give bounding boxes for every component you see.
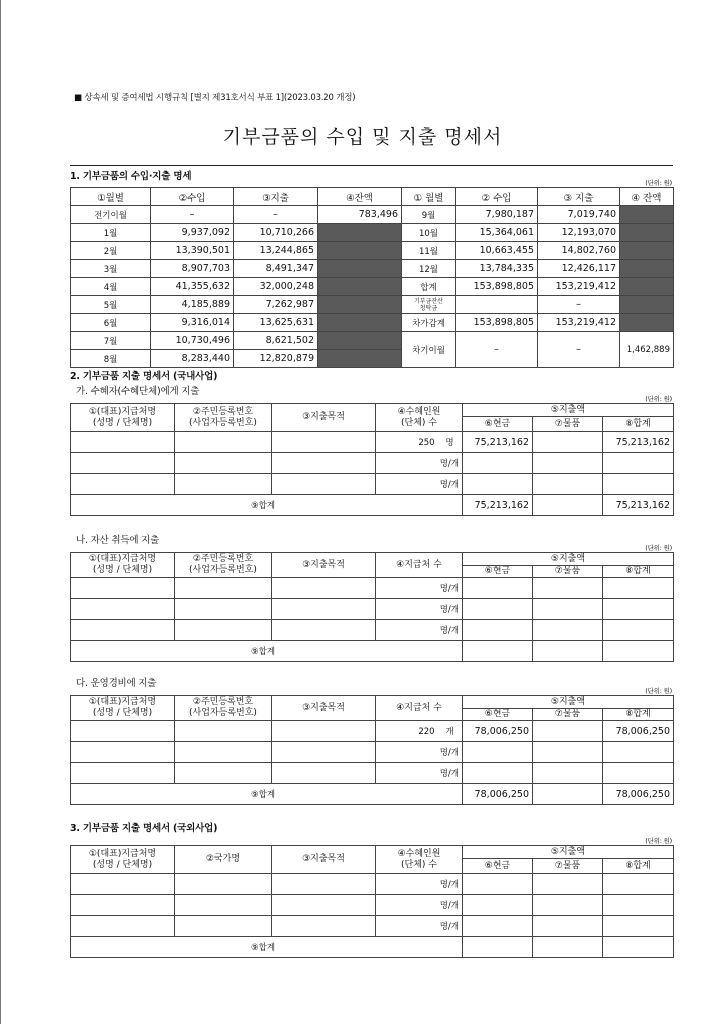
carry-balance: 1,462,889 [620, 332, 674, 368]
payee-header-label: ①(대표)지급처명 [88, 406, 157, 417]
regno-cell [175, 742, 272, 763]
expense-cell: 8,491,347 [234, 260, 318, 278]
cash-cell [463, 578, 533, 599]
income-cell: 4,185,889 [151, 296, 234, 314]
cash-cell: 78,006,250 [463, 721, 533, 742]
total-cell [603, 916, 674, 937]
sum-cash [463, 641, 533, 662]
month-cell: 1월 [71, 224, 151, 242]
shaded-cell [318, 224, 402, 242]
payee-header [71, 696, 175, 721]
purpose-cell [272, 453, 376, 474]
page-edge-line [0, 0, 1, 1024]
total-cell [603, 453, 674, 474]
month-cell: 2월 [71, 242, 151, 260]
count-unit: 명/개 [439, 584, 459, 594]
col-header: ③ 지출 [538, 188, 620, 206]
table-row [71, 620, 674, 641]
regno-header [175, 696, 272, 721]
table-row [71, 453, 674, 474]
regno-header [175, 553, 272, 578]
goods-cell [533, 916, 603, 937]
cash-header: ⑥현금 [463, 566, 533, 578]
payee-header-label: ①(대표)지급처명 [88, 554, 157, 564]
section2a-title: 가. 수혜자(수혜단체)에게 지출 [76, 386, 200, 397]
count-unit: 명/개 [439, 922, 459, 932]
table-header-row [71, 553, 674, 566]
regno-cell [175, 763, 272, 784]
sum-label: ⑨합계 [71, 495, 463, 516]
col-header: ②수입 [151, 188, 234, 206]
sum-row [71, 937, 674, 958]
expense-cell: 12,820,879 [234, 350, 318, 368]
goods-cell [533, 599, 603, 620]
table-row [71, 599, 674, 620]
count-cell [376, 763, 463, 784]
sum-label: ⑨합계 [71, 641, 463, 662]
count-cell [376, 453, 463, 474]
cash-cell [463, 916, 533, 937]
sum-row [71, 784, 674, 805]
purpose-cell [272, 474, 376, 495]
month-cell: 10월 [402, 224, 456, 242]
payee-cell [71, 721, 175, 742]
month-cell: 4월 [71, 278, 151, 296]
shaded-cell [318, 242, 402, 260]
overseas-expense-table [70, 845, 674, 958]
total-cell: 75,213,162 [603, 432, 674, 453]
sum-label: ⑨합계 [71, 937, 463, 958]
income-cell: 13,784,335 [456, 260, 538, 278]
month-cell: 9월 [402, 206, 456, 224]
table-row [71, 916, 674, 937]
section1-heading: 1. 기부금품의 수입·지출 명세 [70, 171, 192, 182]
expense-cell: 13,244,865 [234, 242, 318, 260]
goods-cell [533, 742, 603, 763]
carry-income: – [456, 332, 538, 368]
cash-cell [463, 895, 533, 916]
count-unit: 명/개 [439, 748, 459, 758]
purpose-cell [272, 895, 376, 916]
recipients-header [376, 846, 463, 874]
table-row [71, 224, 674, 242]
cash-cell [463, 742, 533, 763]
payee-cell [71, 453, 175, 474]
total-cell [603, 742, 674, 763]
amount-header: ⑤지출액 [463, 846, 674, 859]
month-cell: 5월 [71, 296, 151, 314]
sum-total: 78,006,250 [603, 784, 674, 805]
unit-note: (단위: 원) [645, 837, 672, 845]
expense-total: 153,219,412 [538, 278, 620, 296]
purpose-cell [272, 578, 376, 599]
country-cell [175, 874, 272, 895]
count-unit: 명/개 [439, 769, 459, 779]
count-cell [376, 916, 463, 937]
purpose-cell [272, 620, 376, 641]
month-cell: 전기이월 [71, 206, 151, 224]
total-header: ⑧합계 [603, 417, 674, 432]
goods-header: ⑦물품 [533, 859, 603, 874]
country-cell [175, 895, 272, 916]
table-row [71, 242, 674, 260]
table-row [71, 260, 674, 278]
regno-cell [175, 432, 272, 453]
count-unit: 명 [445, 438, 454, 448]
shaded-cell [620, 242, 674, 260]
count-cell [376, 599, 463, 620]
regno-cell [175, 474, 272, 495]
goods-header: ⑦물품 [533, 566, 603, 578]
document-title: 기부금품의 수입 및 지출 명세서 [222, 126, 503, 148]
expense-cell: – [538, 296, 620, 314]
col-header: ①월별 [71, 188, 151, 206]
expense-cell: 13,625,631 [234, 314, 318, 332]
count-value: 250 [418, 438, 435, 448]
payee-cell [71, 432, 175, 453]
col-header: ② 수입 [456, 188, 538, 206]
payee-cell [71, 895, 175, 916]
shaded-cell [620, 296, 674, 314]
col-header: ③지출 [234, 188, 318, 206]
table-row [71, 578, 674, 599]
cash-cell [463, 474, 533, 495]
unit-note: (단위: 원) [645, 544, 672, 552]
shaded-cell [318, 260, 402, 278]
count-cell [376, 895, 463, 916]
section-rule [70, 165, 673, 166]
regno-header-sub: (사업자등록번호) [189, 708, 257, 718]
income-expense-table [70, 187, 674, 368]
shaded-cell [318, 296, 402, 314]
income-cell [456, 296, 538, 314]
total-header: ⑧합계 [603, 859, 674, 874]
table-header-row [71, 188, 674, 206]
sum-cash [463, 937, 533, 958]
month-cell: 11월 [402, 242, 456, 260]
section2b-title: 나. 자산 취득에 지출 [76, 535, 160, 546]
shaded-cell [318, 332, 402, 350]
purpose-cell [272, 763, 376, 784]
total-cell [603, 474, 674, 495]
shaded-cell [620, 314, 674, 332]
section2c-title: 다. 운영경비에 지출 [76, 678, 157, 689]
recipients-header-label: ④수혜인원 [397, 848, 441, 859]
purpose-header: ③지출목적 [272, 553, 376, 578]
total-header: ⑧합계 [603, 566, 674, 578]
expense-cell: 7,262,987 [234, 296, 318, 314]
count-cell [376, 474, 463, 495]
table-row [71, 895, 674, 916]
unit-note: (단위: 원) [645, 687, 672, 695]
amount-header: ⑤지출액 [463, 553, 674, 566]
recipients-header-label: ④수혜인원 [397, 406, 441, 417]
purpose-header: ③지출목적 [272, 846, 376, 874]
section3-heading: 3. 기부금품 지출 명세서 (국외사업) [70, 823, 218, 834]
payee-cell [71, 578, 175, 599]
total-cell [603, 895, 674, 916]
operating-expense-table [70, 695, 674, 805]
payee-cell [71, 763, 175, 784]
month-cell: 6월 [71, 314, 151, 332]
goods-cell [533, 578, 603, 599]
cash-cell [463, 620, 533, 641]
regno-header-sub: (사업자등록번호) [189, 565, 257, 575]
count-unit: 명/개 [439, 626, 459, 636]
payee-header-label: ①(대표)지급처명 [88, 848, 157, 859]
col-header: ① 월별 [402, 188, 456, 206]
table-row [71, 296, 674, 314]
sum-total [603, 937, 674, 958]
shaded-cell [318, 278, 402, 296]
regno-cell [175, 453, 272, 474]
col-header: ④잔액 [318, 188, 402, 206]
table-row [71, 721, 674, 742]
payee-count-header: ④지급처 수 [376, 553, 463, 578]
purpose-cell [272, 721, 376, 742]
sum-goods [533, 641, 603, 662]
sum-goods [533, 937, 603, 958]
expense-net-total: 153,219,412 [538, 314, 620, 332]
income-cell: 10,730,496 [151, 332, 234, 350]
total-cell [603, 578, 674, 599]
month-cell: 7월 [71, 332, 151, 350]
table-row [71, 763, 674, 784]
expense-cell: 8,621,502 [234, 332, 318, 350]
income-net-total: 153,898,805 [456, 314, 538, 332]
table-row [71, 206, 674, 224]
net-total-label: 차가감계 [402, 314, 456, 332]
shaded-cell [620, 260, 674, 278]
income-cell: 8,283,440 [151, 350, 234, 368]
table-row [71, 874, 674, 895]
unit-note: (단위: 원) [645, 179, 672, 187]
cash-header: ⑥현금 [463, 859, 533, 874]
balance-cell: 783,496 [318, 206, 402, 224]
table-row [71, 278, 674, 296]
goods-header: ⑦물품 [533, 417, 603, 432]
goods-cell [533, 721, 603, 742]
payee-header-sub: (성명 / 단체명) [92, 859, 153, 870]
expense-cell: 12,193,070 [538, 224, 620, 242]
country-cell [175, 916, 272, 937]
count-value: 220 [418, 727, 435, 737]
table-header-row [71, 846, 674, 859]
shaded-cell [620, 278, 674, 296]
sum-goods [533, 784, 603, 805]
expense-cell: 14,802,760 [538, 242, 620, 260]
purpose-cell [272, 742, 376, 763]
payee-header-label: ①(대표)지급처명 [88, 697, 157, 707]
payee-cell [71, 742, 175, 763]
income-cell: 9,937,092 [151, 224, 234, 242]
purpose-cell [272, 599, 376, 620]
section2-heading: 2. 기부금품 지출 명세서 (국내사업) [70, 371, 218, 382]
purpose-header: ③지출목적 [272, 404, 376, 432]
income-cell: 8,907,703 [151, 260, 234, 278]
sum-row [71, 495, 674, 516]
count-unit: 명/개 [439, 901, 459, 911]
sum-total [603, 641, 674, 662]
goods-cell [533, 432, 603, 453]
regno-cell [175, 721, 272, 742]
recipients-header-sub: (단체) 수 [401, 859, 437, 870]
regno-header-label: ②주민등록번호 [192, 554, 254, 564]
total-header: ⑧합계 [603, 709, 674, 721]
payee-header-sub: (성명 / 단체명) [92, 417, 153, 428]
carry-forward-label: 차기이월 [402, 332, 456, 368]
payee-header [71, 846, 175, 874]
goods-header: ⑦물품 [533, 709, 603, 721]
sum-row [71, 641, 674, 662]
sum-total: 75,213,162 [603, 495, 674, 516]
goods-cell [533, 874, 603, 895]
count-cell [376, 874, 463, 895]
count-unit: 개 [445, 727, 454, 737]
sum-cash: 78,006,250 [463, 784, 533, 805]
expense-cell: – [234, 206, 318, 224]
table-row [71, 474, 674, 495]
count-cell [376, 578, 463, 599]
income-cell: – [151, 206, 234, 224]
payee-cell [71, 874, 175, 895]
cash-header: ⑥현금 [463, 709, 533, 721]
count-unit: 명/개 [439, 605, 459, 615]
regno-cell [175, 599, 272, 620]
domestic-recipient-table [70, 403, 674, 516]
cash-cell [463, 453, 533, 474]
count-unit: 명/개 [439, 459, 459, 469]
expense-cell: 7,019,740 [538, 206, 620, 224]
table-header-row [71, 696, 674, 709]
month-cell: 12월 [402, 260, 456, 278]
form-header-note: ■ 상속세 및 증여세법 시행규칙 [별지 제31호서식 부표 1](2023.03.20 개정) [74, 93, 356, 103]
income-cell: 15,364,061 [456, 224, 538, 242]
payee-cell [71, 474, 175, 495]
regno-header [175, 404, 272, 432]
amount-header: ⑤지출액 [463, 404, 674, 417]
regno-cell [175, 620, 272, 641]
shaded-cell [318, 350, 402, 368]
month-cell: 3월 [71, 260, 151, 278]
carry-expense: – [538, 332, 620, 368]
count-unit: 명/개 [439, 480, 459, 490]
sum-goods [533, 495, 603, 516]
total-label: 합계 [402, 278, 456, 296]
table-row [71, 332, 674, 350]
income-total: 153,898,805 [456, 278, 538, 296]
income-cell: 9,316,014 [151, 314, 234, 332]
payee-header-sub: (성명 / 단체명) [92, 565, 153, 575]
recipients-header [376, 404, 463, 432]
expense-cell: 10,710,266 [234, 224, 318, 242]
cash-cell [463, 599, 533, 620]
income-cell: 41,355,632 [151, 278, 234, 296]
month-cell: 8월 [71, 350, 151, 368]
payee-header [71, 553, 175, 578]
purpose-cell [272, 916, 376, 937]
goods-cell [533, 895, 603, 916]
count-cell [376, 620, 463, 641]
income-cell: 10,663,455 [456, 242, 538, 260]
regno-header-label: ②주민등록번호 [192, 697, 254, 707]
shaded-cell [620, 224, 674, 242]
count-cell [376, 721, 463, 742]
income-cell: 7,980,187 [456, 206, 538, 224]
total-cell [603, 620, 674, 641]
sum-cash: 75,213,162 [463, 495, 533, 516]
sum-label: ⑨합계 [71, 784, 463, 805]
payee-header-sub: (성명 / 단체명) [92, 708, 153, 718]
cash-header: ⑥현금 [463, 417, 533, 432]
regno-header-sub: (사업자등록번호) [189, 417, 257, 428]
payee-cell [71, 916, 175, 937]
table-row [71, 314, 674, 332]
regno-header-label: ②주민등록번호 [192, 406, 254, 417]
goods-cell [533, 474, 603, 495]
deduction-label: 기부금잔산 청탁금 [402, 296, 456, 314]
total-cell [603, 599, 674, 620]
count-cell [376, 432, 463, 453]
table-row [71, 742, 674, 763]
payee-header [71, 404, 175, 432]
col-header: ④ 잔액 [620, 188, 674, 206]
payee-cell [71, 599, 175, 620]
income-cell: 13,390,501 [151, 242, 234, 260]
cash-cell: 75,213,162 [463, 432, 533, 453]
cash-cell [463, 763, 533, 784]
expense-cell: 32,000,248 [234, 278, 318, 296]
goods-cell [533, 453, 603, 474]
unit-note: (단위: 원) [645, 395, 672, 403]
purpose-cell [272, 432, 376, 453]
total-cell [603, 874, 674, 895]
cash-cell [463, 874, 533, 895]
payee-count-header: ④지급처 수 [376, 696, 463, 721]
shaded-cell [318, 314, 402, 332]
payee-cell [71, 620, 175, 641]
count-cell [376, 742, 463, 763]
table-header-row [71, 404, 674, 417]
goods-cell [533, 763, 603, 784]
regno-cell [175, 578, 272, 599]
expense-cell: 12,426,117 [538, 260, 620, 278]
country-header: ②국가명 [175, 846, 272, 874]
goods-cell [533, 620, 603, 641]
amount-header: ⑤지출액 [463, 696, 674, 709]
table-row [71, 432, 674, 453]
asset-acquisition-table [70, 552, 674, 662]
purpose-cell [272, 874, 376, 895]
purpose-header: ③지출목적 [272, 696, 376, 721]
shaded-cell [620, 206, 674, 224]
total-cell [603, 763, 674, 784]
count-unit: 명/개 [439, 880, 459, 890]
total-cell: 78,006,250 [603, 721, 674, 742]
recipients-header-sub: (단체) 수 [401, 417, 437, 428]
